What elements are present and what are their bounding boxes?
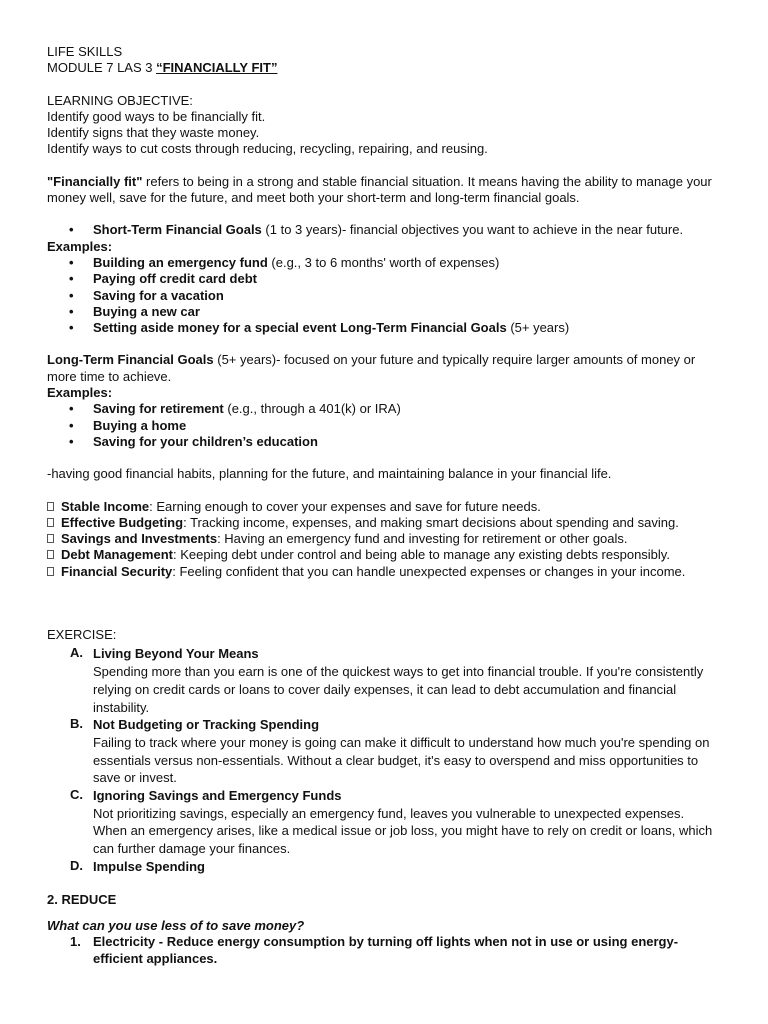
course-title: LIFE SKILLS: [47, 44, 123, 59]
reduce-heading: 2. REDUCE: [47, 891, 117, 907]
short-term-list: [47, 222, 727, 238]
objectives-heading: LEARNING OBJECTIVE:: [47, 92, 193, 108]
habit-item: Financial Security: Feeling confident that you can handle unexpected expenses or changes in your income.: [47, 564, 727, 580]
exercise-item: B. Not Budgeting or Tracking Spending Failing to track where your money is going can make it difficult to understand how much you're spending on essentials versus non-essentials. Without a clear budget, it's easy to overspend and miss opportunities to save or invest.: [47, 716, 727, 787]
list-item: • Buying a home: [47, 418, 727, 434]
reduce-question: What can you use less of to save money?: [47, 917, 305, 933]
reduce-item-text: Electricity - Reduce energy consumption by turning off lights when not in use or using energy-efficient appliances.: [93, 934, 679, 966]
exercise-item-desc: Spending more than you earn is one of the quickest ways to get into financial trouble. If you're consistently relying on credit cards or loans to cover daily expenses, it can lead to debt accumulation and financial instability.: [93, 664, 704, 715]
habit-item: Savings and Investments: Having an emergency fund and investing for retirement or other goals.: [47, 531, 727, 547]
exercise-item-title: Living Beyond Your Means: [93, 646, 259, 662]
list-item: • Paying off credit card debt: [47, 271, 727, 287]
objective-item: Identify signs that they waste money.: [47, 125, 260, 141]
module-title: MODULE 7 LAS 3 “FINANCIALLY FIT”: [47, 60, 278, 76]
long-term-examples: [47, 401, 727, 450]
habit-item: Stable Income: Earning enough to cover your expenses and save for future needs.: [47, 499, 727, 515]
reduce-item: 1. Electricity - Reduce energy consumption by turning off lights when not in use or using energy-efficient appliances.: [70, 934, 679, 966]
habits-intro: -having good financial habits, planning for the future, and maintaining balance in your financial life.: [47, 466, 612, 482]
examples-label: Examples:: [47, 238, 113, 254]
short-term-examples: [47, 255, 727, 336]
list-item: • Buying a new car: [47, 304, 727, 320]
reduce-list: [47, 934, 727, 967]
exercise-item-title: Not Budgeting or Tracking Spending: [93, 717, 320, 733]
definition-term: "Financially fit": [47, 173, 143, 189]
exercise-item: A. Living Beyond Your Means Spending more than you earn is one of the quickest ways to get into financial trouble. If you're consistently relying on credit cards or loans to cover daily expenses, it can lead to debt accumulation and financial instability.: [47, 645, 727, 716]
exercise-item: D. Impulse Spending: [47, 858, 727, 876]
long-term-paragraph: Long-Term Financial Goals (5+ years)- focused on your future and typically require larger amounts of money or more time to achieve.: [47, 352, 696, 384]
short-term-goal-item: • Short-Term Financial Goals (1 to 3 years)- financial objectives you want to achieve in the near future.: [47, 222, 727, 238]
examples-label: Examples:: [47, 385, 113, 401]
exercise-item-title: Ignoring Savings and Emergency Funds: [93, 787, 342, 803]
habit-item: Effective Budgeting: Tracking income, expenses, and making smart decisions about spending and saving.: [47, 515, 727, 531]
exercise-list: [47, 645, 727, 875]
list-item: • Building an emergency fund (e.g., 3 to 6 months' worth of expenses): [47, 255, 727, 271]
missing-glyph-icon: [47, 534, 54, 543]
habit-item: Debt Management: Keeping debt under control and being able to manage any existing debts responsibly.: [47, 547, 727, 563]
objective-item: Identify ways to cut costs through reducing, recycling, repairing, and reusing.: [47, 141, 488, 157]
document-page: [47, 44, 727, 967]
list-item: • Saving for your children’s education: [47, 434, 727, 450]
missing-glyph-icon: [47, 550, 54, 559]
list-item: • Saving for a vacation: [47, 288, 727, 304]
objective-item: Identify good ways to be financially fit.: [47, 108, 266, 124]
exercise-item-desc: Failing to track where your money is going can make it difficult to understand how much you're spending on essentials versus non-essentials. Without a clear budget, it's easy to overspend and miss opportunities to save or invest.: [93, 735, 710, 786]
exercise-item-desc: Not prioritizing savings, especially an emergency fund, leaves you vulnerable to unexpected expenses. When an emergency arises, like a medical issue or job loss, you might have to rely on credit or loans, which can further damage your finances.: [93, 805, 713, 857]
list-item: • Setting aside money for a special event Long-Term Financial Goals (5+ years): [47, 320, 727, 336]
lesson-title: “FINANCIALLY FIT”: [156, 60, 278, 76]
exercise-item: C. Ignoring Savings and Emergency Funds Not prioritizing savings, especially an emergency fund, leaves you vulnerable to unexpected expenses. When an emergency arises, like a medical issue or job loss, you might have to rely on credit or loans, which can further damage your finances.: [47, 787, 727, 858]
missing-glyph-icon: [47, 502, 54, 511]
exercise-item-title: Impulse Spending: [93, 858, 205, 874]
missing-glyph-icon: [47, 567, 54, 576]
habits-list: [47, 499, 727, 580]
definition-paragraph: "Financially fit" refers to being in a strong and stable financial situation. It means having the ability to manage your money well, save for the future, and meet both your short-term and long-term financial goals.: [47, 173, 712, 206]
exercise-heading: EXERCISE:: [47, 627, 117, 643]
missing-glyph-icon: [47, 518, 54, 527]
list-item: • Saving for retirement (e.g., through a 401(k) or IRA): [47, 401, 727, 417]
